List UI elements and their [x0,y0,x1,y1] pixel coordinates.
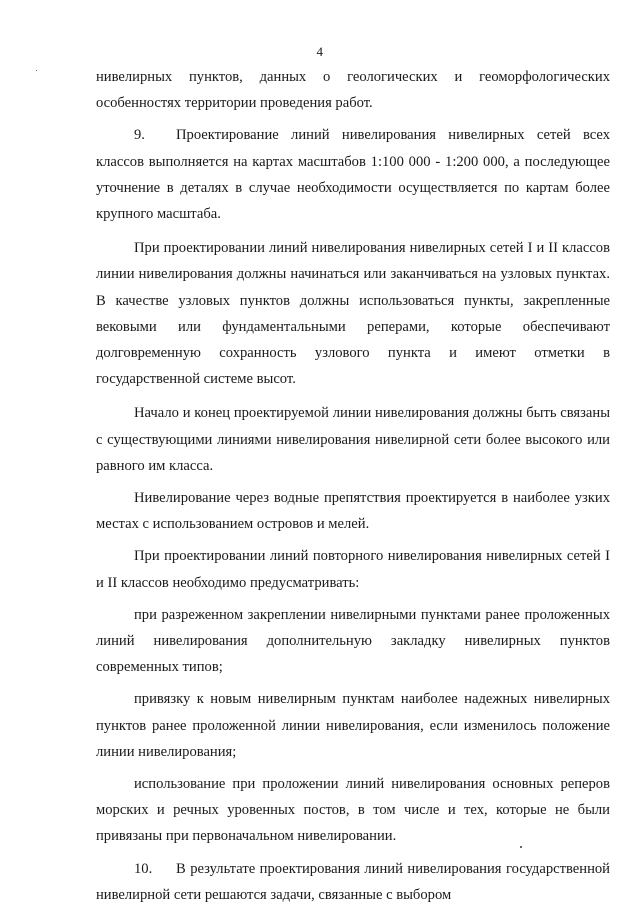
item-10-text: В результате проектирования линий нивелирования государственной нивелирной сети решаются задачи, связанные с выбором [96,860,610,903]
paragraph-sparse-marks: при разреженном закреплении нивелирными пунктами ранее проложенных линий нивелирования дополнительную закладку нивелирных пунктов современных типов; [96,606,610,676]
paragraph-tie-new-points: привязку к новым нивелирным пунктам наиболее надежных нивелирных пунктов ранее проложенной линии нивелирования, если изменилось положение линии нивелирования; [96,691,610,760]
paragraph-tide-gauges: использование при проложении линий нивелирования основных реперов морских и речных уровенных постов, в том числе и тех, которые не были привязаны при первоначальном нивелировании. [96,776,610,845]
document-body [96,64,610,908]
paragraph-continuation: нивелирных пунктов, данных о геологических и геоморфологических особенностях территории проведения работ. [96,69,610,112]
item-9-text: Проектирование линий нивелирования нивелирных сетей всех классов выполняется на картах масштабов 1:100 000 - 1:200 000, а последующее уточнение в деталях в случае необходимости осуществляется по картам более крупного масштаба. [96,127,610,223]
paragraph-line-ends: Начало и конец проектируемой линии нивелирования должны быть связаны с существующими линиями нивелирования нивелирной сети более высокого или равного им класса. [96,405,610,474]
page-number: 4 [316,44,324,59]
paragraph-item-10 [96,856,610,908]
paragraph-nodal-points: При проектировании линий нивелирования нивелирных сетей I и II классов линии нивелирования должны начинаться или заканчиваться на узловых пунктах. В качестве узловых пунктов должны использоваться пункты, закрепленные вековыми или фундаментальными реперами, которые обеспечивают долговременную сохранность узлового пункта и имеют отметки в государственной системе высот. [96,240,610,388]
scan-speck [520,846,522,848]
scan-speck [36,70,37,71]
item-number-9: 9. [134,127,145,144]
item-number-10: 10. [134,860,153,877]
paragraph-water-obstacles: Нивелирование через водные препятствия проектируется в наиболее узких местах с использованием островов и мелей. [96,490,610,533]
paragraph-repeat-levelling: При проектировании линий повторного нивелирования нивелирных сетей I и II классов необходимо предусматривать: [96,548,610,591]
paragraph-item-9 [96,122,610,227]
